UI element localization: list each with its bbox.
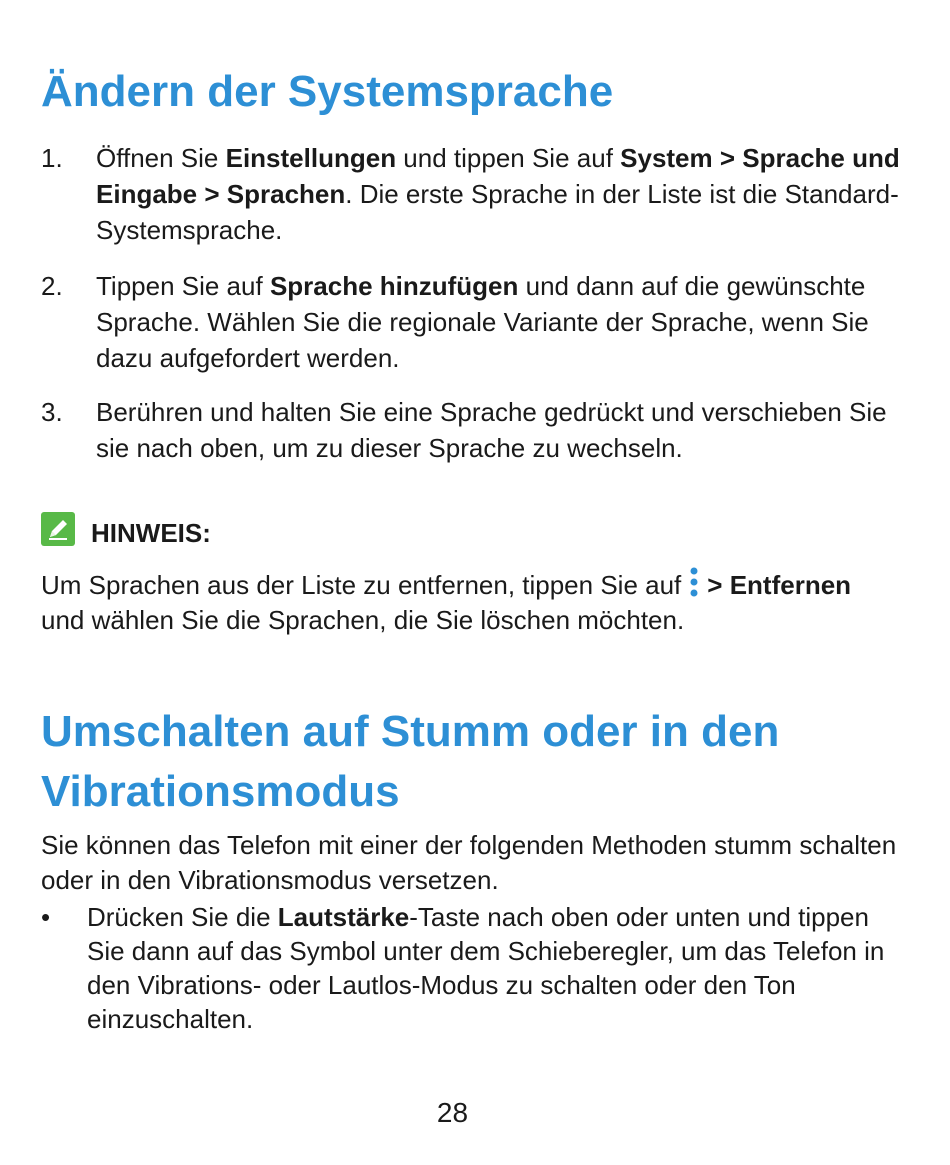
step-1 bbox=[41, 140, 901, 248]
step-text-part: und tippen Sie auf bbox=[396, 143, 621, 173]
bullet-text bbox=[87, 900, 901, 1036]
step-bold-add-language: Sprache hinzufügen bbox=[269, 271, 519, 301]
note-text-part: und wählen Sie die Sprachen, die Sie löschen möchten. bbox=[41, 605, 685, 635]
section-title-system-language: Ändern der Systemsprache bbox=[41, 67, 614, 116]
step-text bbox=[96, 140, 901, 248]
step-text bbox=[96, 268, 901, 376]
note-text-part: Um Sprachen aus der Liste zu entfernen, tippen Sie auf bbox=[41, 570, 682, 600]
page-number: 28 bbox=[436, 1097, 469, 1128]
section-title-line: Vibrationsmodus bbox=[41, 767, 400, 816]
section-title-line: Umschalten auf Stumm oder in den bbox=[41, 707, 780, 756]
step-bold-path: System > Sprache und Eingabe > Sprachen bbox=[96, 143, 900, 209]
step-3 bbox=[41, 394, 901, 466]
bullet-mark: • bbox=[41, 902, 51, 932]
step-bold-settings: Einstellungen bbox=[225, 143, 397, 173]
note-bold-arrow: > bbox=[707, 570, 723, 600]
note-bold-remove: Entfernen bbox=[729, 570, 852, 600]
section-title-silent-vibration bbox=[41, 702, 779, 822]
step-text-part: Öffnen Sie bbox=[96, 143, 226, 173]
step-number: 2. bbox=[41, 271, 63, 301]
note-text bbox=[41, 566, 901, 638]
intro-text: Sie können das Telefon mit einer der folgenden Methoden stumm schalten oder in den Vibrationsmodus versetzen. bbox=[41, 830, 897, 895]
note-label: HINWEIS: bbox=[91, 518, 211, 548]
bullet-text-part: -Taste nach oben oder unten und tippen Sie dann auf das Symbol unter dem Schieberegler, um das Telefon in den Vibrations- oder Lautlos-Modus zu schalten oder den Ton einzuschalten. bbox=[87, 902, 885, 1034]
step-text: Berühren und halten Sie eine Sprache gedrückt und verschieben Sie sie nach oben, um zu dieser Sprache zu wechseln. bbox=[96, 397, 887, 463]
bullet-text-part: Drücken Sie die bbox=[87, 902, 278, 932]
pencil-note-icon bbox=[41, 512, 75, 546]
bullet-item bbox=[41, 900, 901, 1036]
more-options-icon bbox=[687, 566, 701, 602]
step-text-part: und dann auf die gewünschte Sprache. Wählen Sie die regionale Variante der Sprache, wenn Sie dazu aufgefordert werden. bbox=[96, 271, 869, 373]
step-2 bbox=[41, 268, 901, 376]
bullet-bold-volume: Lautstärke bbox=[277, 902, 410, 932]
step-text-part: . Die erste Sprache in der Liste ist die Standard-Systemsprache. bbox=[96, 179, 899, 245]
step-text-part: Tippen Sie auf bbox=[96, 271, 270, 301]
step-number: 3. bbox=[41, 397, 63, 427]
step-number: 1. bbox=[41, 143, 63, 173]
